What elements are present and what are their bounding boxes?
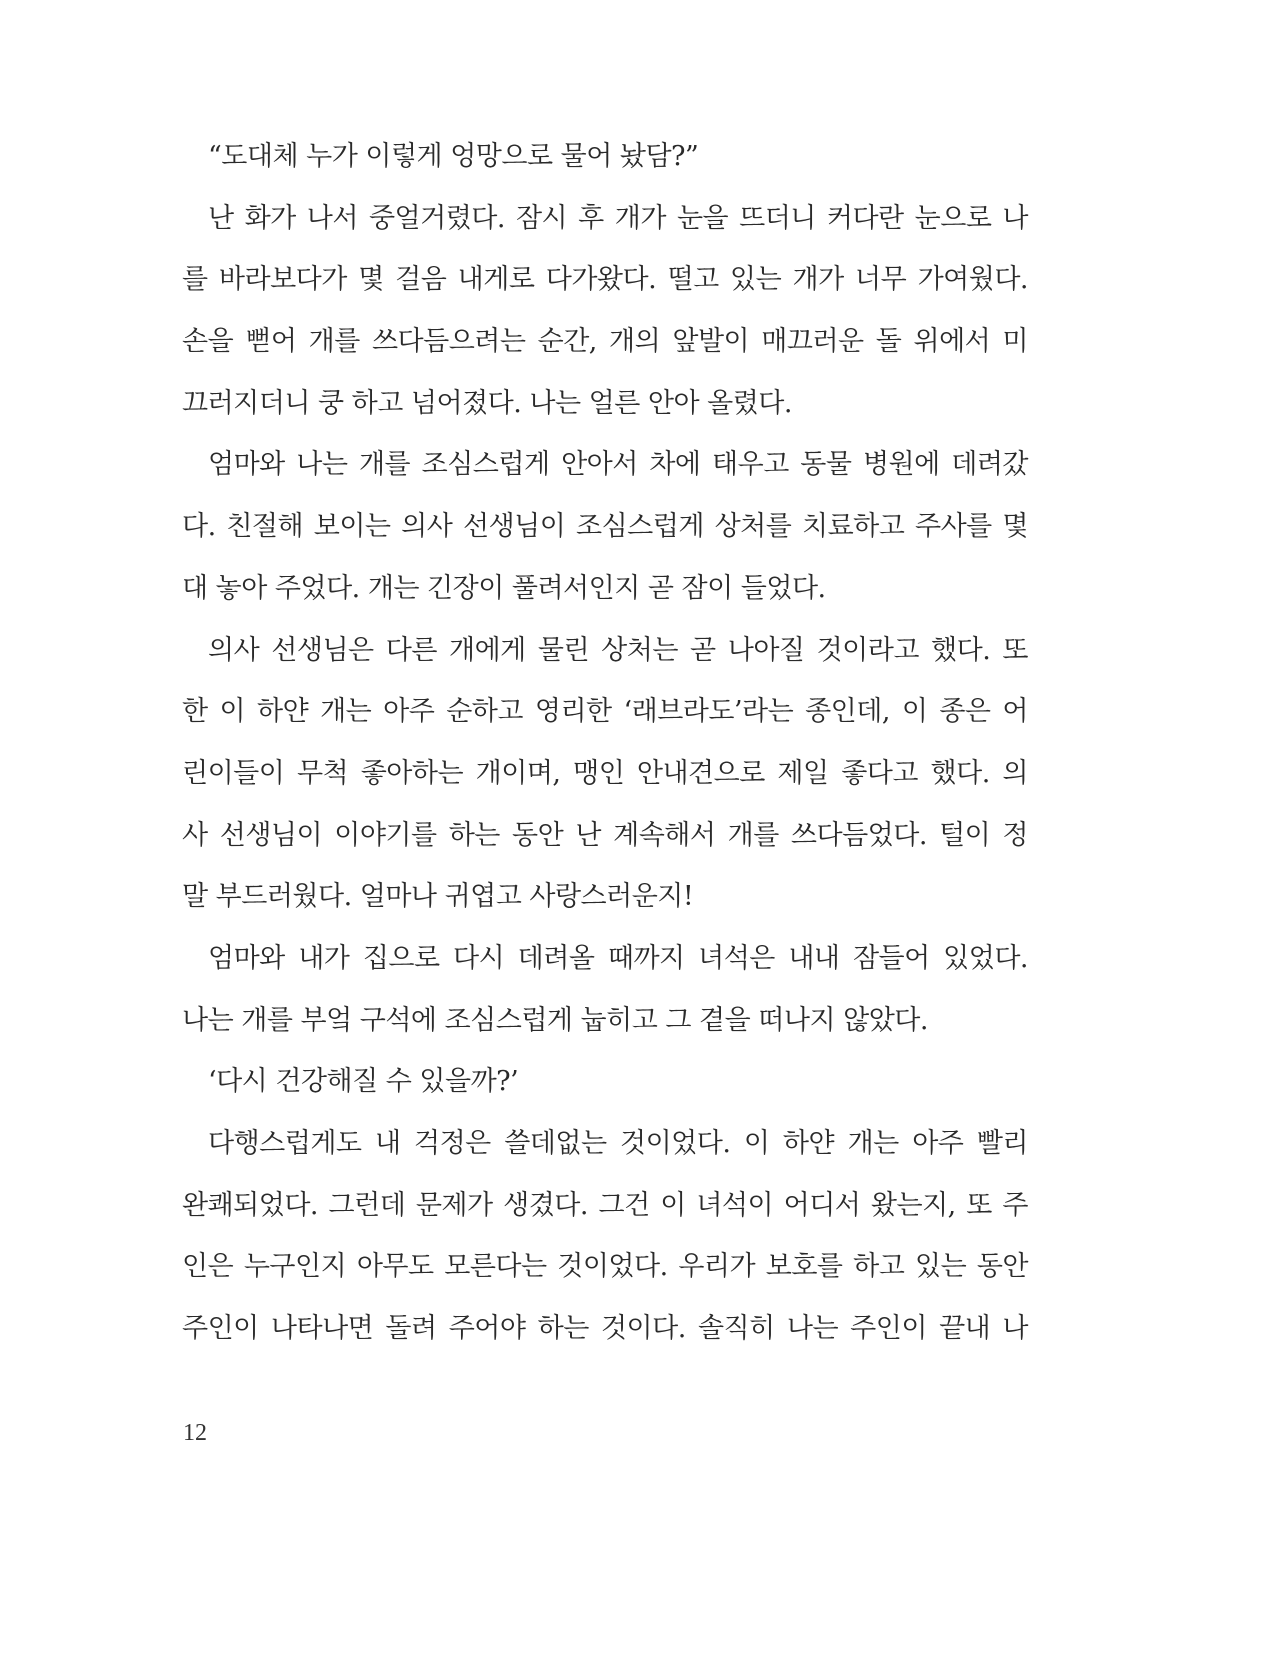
text-line: 다행스럽게도 내 걱정은 쓸데없는 것이었다. 이 하얀 개는 아주 빨리 bbox=[208, 1128, 1028, 1159]
text-line: 완쾌되었다. 그런데 문제가 생겼다. 그건 이 녀석이 어디서 왔는지, 또 주 bbox=[182, 1189, 1028, 1221]
text-line: 엄마와 나는 개를 조심스럽게 안아서 차에 태우고 동물 병원에 데려갔 bbox=[208, 449, 1028, 481]
body-text bbox=[182, 126, 1028, 1360]
page-number: 12 bbox=[183, 1420, 207, 1446]
text-line: 의사 선생님은 다른 개에게 물린 상처는 곧 나아질 것이라고 했다. 또 bbox=[208, 634, 1028, 666]
text-line: 엄마와 내가 집으로 다시 데려올 때까지 녀석은 내내 잠들어 있었다. bbox=[208, 942, 1028, 974]
text-line: 손을 뻗어 개를 쓰다듬으려는 순간, 개의 앞발이 매끄러운 돌 위에서 미 bbox=[182, 326, 1028, 358]
text-line: ‘다시 건강해질 수 있을까?’ bbox=[208, 1066, 519, 1098]
text-line: 대 놓아 주었다. 개는 긴장이 풀려서인지 곧 잠이 들었다. bbox=[182, 572, 826, 604]
text-line: 끄러지더니 쿵 하고 넘어졌다. 나는 얼른 안아 올렸다. bbox=[182, 387, 792, 419]
text-line: 난 화가 나서 중얼거렸다. 잠시 후 개가 눈을 뜨더니 커다란 눈으로 나 bbox=[208, 202, 1028, 234]
text-line: 한 이 하얀 개는 아주 순하고 영리한 ‘래브라도’라는 종인데, 이 종은 어 bbox=[182, 696, 1028, 728]
text-line: 주인이 나타나면 돌려 주어야 하는 것이다. 솔직히 나는 주인이 끝내 나 bbox=[182, 1313, 1028, 1345]
text-line: 나는 개를 부엌 구석에 조심스럽게 눕히고 그 곁을 떠나지 않았다. bbox=[182, 1004, 928, 1036]
text-line: 사 선생님이 이야기를 하는 동안 난 계속해서 개를 쓰다듬었다. 털이 정 bbox=[182, 819, 1028, 851]
text-line: 를 바라보다가 몇 걸음 내게로 다가왔다. 떨고 있는 개가 너무 가여웠다. bbox=[182, 264, 1028, 296]
text-line: 린이들이 무척 좋아하는 개이며, 맹인 안내견으로 제일 좋다고 했다. 의 bbox=[182, 757, 1028, 789]
text-line: 말 부드러웠다. 얼마나 귀엽고 사랑스러운지! bbox=[182, 881, 694, 913]
text-line: 다. 친절해 보이는 의사 선생님이 조심스럽게 상처를 치료하고 주사를 몇 bbox=[182, 511, 1028, 543]
text-line: “도대체 누가 이렇게 엉망으로 물어 놨담?” bbox=[208, 141, 699, 172]
text-line: 인은 누구인지 아무도 모른다는 것이었다. 우리가 보호를 하고 있는 동안 bbox=[182, 1251, 1028, 1283]
